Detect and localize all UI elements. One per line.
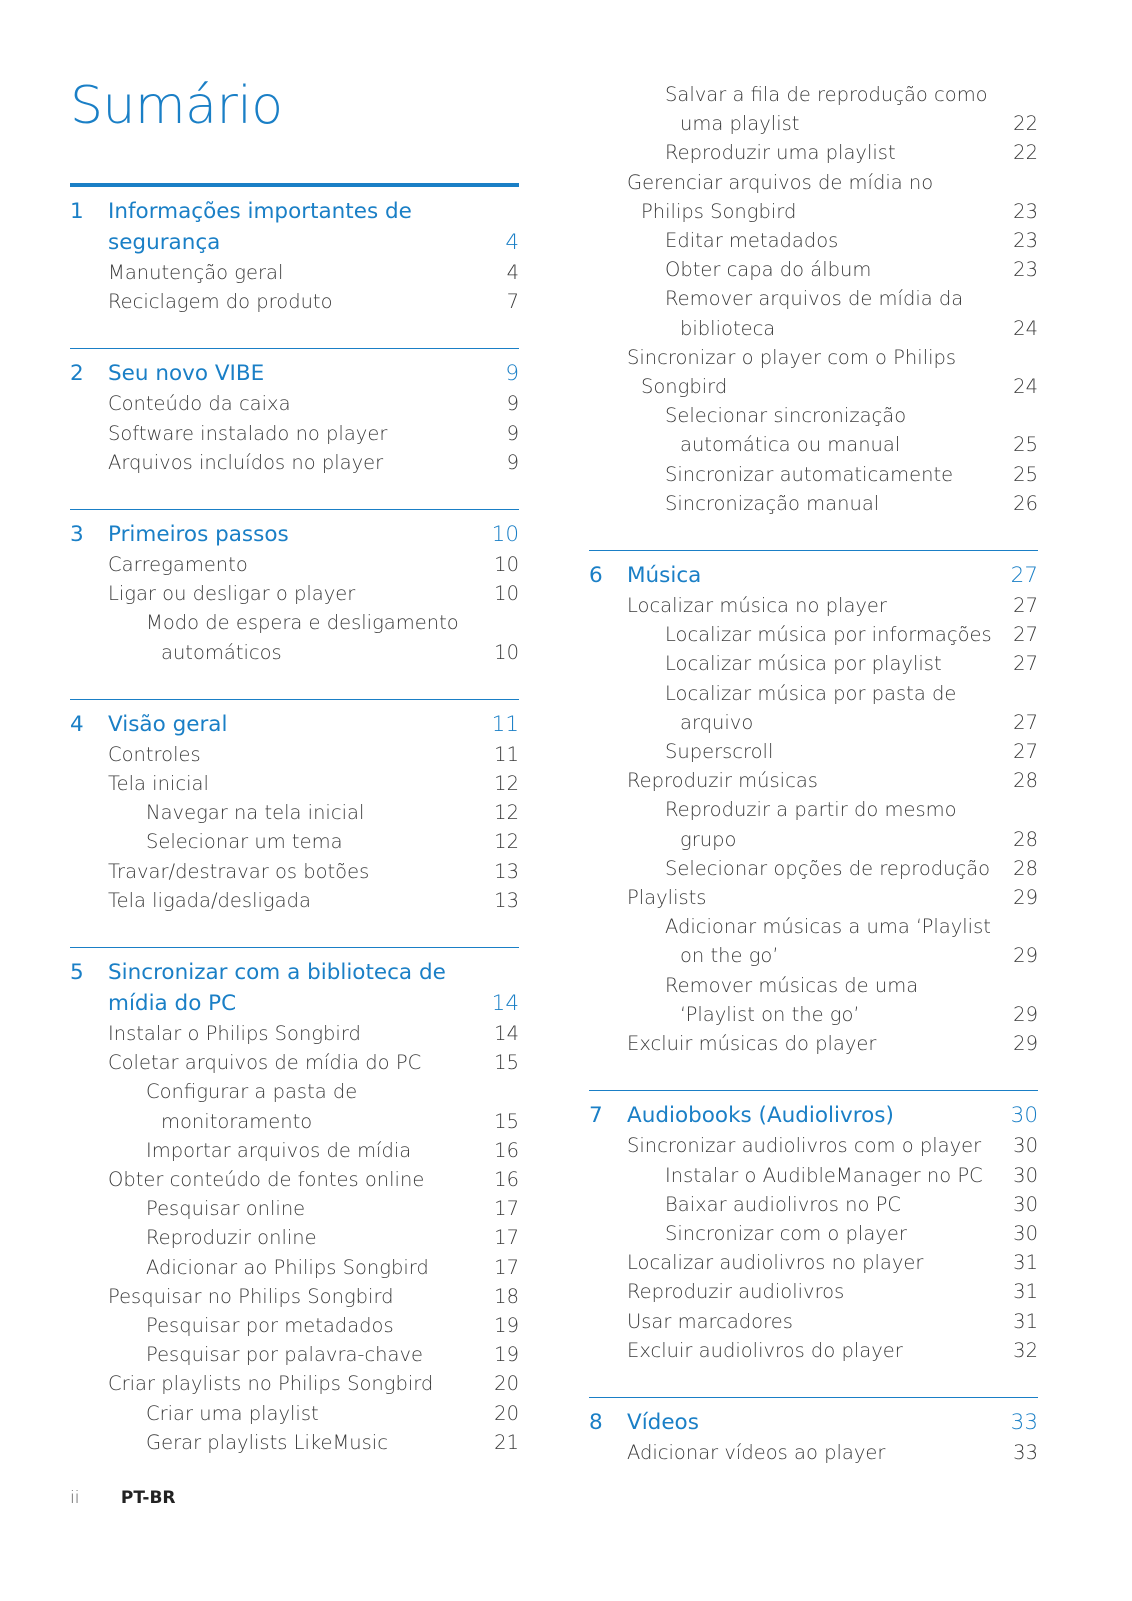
toc-entry-page: 17 bbox=[494, 1197, 519, 1221]
toc-entry-page: 27 bbox=[1013, 740, 1038, 764]
toc-entry[interactable] bbox=[589, 1277, 1038, 1306]
toc-entry-title: Obter capa do álbum bbox=[665, 258, 872, 282]
toc-entry[interactable] bbox=[70, 258, 519, 287]
toc-subentry[interactable] bbox=[70, 1223, 519, 1252]
toc-entry-title: Playlists bbox=[627, 886, 707, 910]
toc-entry-page: 18 bbox=[494, 1284, 519, 1308]
toc-subentry[interactable] bbox=[70, 1194, 519, 1223]
toc-entry-title: Adicionar ao Philips Songbird bbox=[146, 1255, 429, 1279]
toc-subentry[interactable] bbox=[589, 401, 1038, 459]
toc-entry-page: 23 bbox=[1013, 199, 1038, 223]
toc-entry-title: Localizar música no player bbox=[627, 594, 887, 618]
toc-entry-title: Conteúdo da caixa bbox=[108, 392, 291, 416]
chapter-title: Audiobooks (Audiolivros) bbox=[627, 1103, 894, 1129]
toc-chapter-heading[interactable] bbox=[589, 1407, 1038, 1438]
toc-subentry[interactable] bbox=[70, 1311, 519, 1340]
toc-entry-page: 33 bbox=[1013, 1440, 1038, 1464]
toc-subentry[interactable] bbox=[70, 798, 519, 827]
chapter-page: 27 bbox=[1010, 563, 1038, 589]
page-title: Sumário bbox=[70, 76, 283, 136]
chapter-number: 4 bbox=[70, 711, 84, 737]
toc-section-4 bbox=[70, 699, 519, 915]
toc-entry-page: 22 bbox=[1013, 112, 1038, 136]
toc-entry-title: Adicionar vídeos ao player bbox=[627, 1440, 886, 1464]
toc-subentry[interactable] bbox=[589, 620, 1038, 649]
toc-entry-title: Carregamento bbox=[108, 553, 248, 577]
toc-entry-page: 17 bbox=[494, 1226, 519, 1250]
toc-entry-title: Localizar música por informações bbox=[665, 623, 992, 647]
toc-entry-page: 13 bbox=[494, 888, 519, 912]
toc-entry-title: Usar marcadores bbox=[627, 1309, 793, 1333]
toc-entry-page: 9 bbox=[506, 450, 519, 474]
toc-entry-page: 27 bbox=[1013, 652, 1038, 676]
chapter-page: 33 bbox=[1010, 1409, 1038, 1435]
toc-entry[interactable] bbox=[589, 1248, 1038, 1277]
toc-subentry[interactable] bbox=[589, 1219, 1038, 1248]
toc-entry[interactable] bbox=[589, 1131, 1038, 1160]
toc-entry[interactable] bbox=[70, 1369, 519, 1398]
toc-entry-title: Criar uma playlist bbox=[146, 1401, 319, 1425]
toc-subentry[interactable] bbox=[589, 226, 1038, 255]
toc-entry-title: Gerar playlists LikeMusic bbox=[146, 1430, 388, 1454]
toc-entry-title: Sincronizar o player com o Philips Songbird bbox=[627, 345, 957, 399]
toc-entry-page: 20 bbox=[494, 1372, 519, 1396]
toc-subentry[interactable] bbox=[589, 80, 1038, 138]
toc-subentry[interactable] bbox=[70, 1428, 519, 1457]
toc-entry-page: 16 bbox=[494, 1168, 519, 1192]
toc-entry-page: 27 bbox=[1013, 710, 1038, 734]
footer-page-number: ii bbox=[70, 1488, 80, 1508]
toc-entry-title: Localizar música por playlist bbox=[665, 652, 942, 676]
toc-entry-page: 24 bbox=[1013, 375, 1038, 399]
toc-entry-title: Sincronizar audiolivros com o player bbox=[627, 1134, 982, 1158]
toc-entry-page: 23 bbox=[1013, 258, 1038, 282]
toc-entry[interactable] bbox=[70, 419, 519, 448]
toc-entry-page: 30 bbox=[1013, 1192, 1038, 1216]
toc-subentry[interactable] bbox=[589, 737, 1038, 766]
toc-entry-page: 29 bbox=[1013, 1002, 1038, 1026]
toc-entry-title: Modo de espera e desligamento automáticos bbox=[146, 611, 459, 664]
toc-entry[interactable] bbox=[70, 579, 519, 608]
toc-entry[interactable] bbox=[70, 1019, 519, 1048]
toc-chapter-heading[interactable] bbox=[70, 957, 519, 1019]
toc-entry[interactable] bbox=[70, 1048, 519, 1077]
toc-entry[interactable] bbox=[589, 766, 1038, 795]
toc-entry-title: Software instalado no player bbox=[108, 421, 388, 445]
toc-entry-page: 13 bbox=[494, 859, 519, 883]
toc-entry-page: 14 bbox=[494, 1022, 519, 1046]
toc-entry-title: Localizar audiolivros no player bbox=[627, 1251, 924, 1275]
toc-entry-page: 12 bbox=[494, 801, 519, 825]
toc-entry-page: 31 bbox=[1013, 1309, 1038, 1333]
chapter-title: Primeiros passos bbox=[108, 522, 289, 548]
toc-entry-page: 25 bbox=[1013, 462, 1038, 486]
toc-entry-title: Salvar a fila de reprodução como uma playlist bbox=[665, 83, 988, 136]
toc-entry-page: 26 bbox=[1013, 491, 1038, 515]
toc-section-7 bbox=[589, 1090, 1038, 1365]
toc-entry-title: Adicionar músicas a uma ‘Playlist on the go’ bbox=[665, 915, 991, 968]
toc-entry-title: Tela ligada/desligada bbox=[108, 888, 311, 912]
toc-entry-page: 29 bbox=[1013, 886, 1038, 910]
chapter-page: 14 bbox=[491, 991, 519, 1017]
toc-subentry[interactable] bbox=[70, 1136, 519, 1165]
toc-section-1 bbox=[70, 183, 519, 316]
toc-entry[interactable] bbox=[70, 389, 519, 418]
toc-entry[interactable] bbox=[589, 1336, 1038, 1365]
toc-entry-page: 9 bbox=[506, 421, 519, 445]
toc-entry-title: Configurar a pasta de monitoramento bbox=[146, 1080, 358, 1133]
toc-entry-page: 19 bbox=[494, 1343, 519, 1367]
toc-entry-page: 25 bbox=[1013, 433, 1038, 457]
toc-entry-title: Superscroll bbox=[665, 740, 774, 764]
toc-entry-title: Navegar na tela inicial bbox=[146, 801, 365, 825]
toc-entry-title: Sincronizar automaticamente bbox=[665, 462, 954, 486]
chapter-number: 3 bbox=[70, 522, 84, 548]
toc-entry-title: Excluir músicas do player bbox=[627, 1032, 877, 1056]
toc-chapter-heading[interactable] bbox=[589, 1100, 1038, 1131]
toc-section-3 bbox=[70, 509, 519, 667]
toc-entry-page: 19 bbox=[494, 1314, 519, 1338]
toc-entry-title: Travar/destravar os botões bbox=[108, 859, 370, 883]
chapter-page: 10 bbox=[491, 522, 519, 548]
toc-entry[interactable] bbox=[70, 448, 519, 477]
toc-entry-page: 27 bbox=[1013, 623, 1038, 647]
toc-subentry[interactable] bbox=[70, 1253, 519, 1282]
toc-section-5 bbox=[70, 947, 519, 1457]
toc-entry-title: Reproduzir audiolivros bbox=[627, 1280, 845, 1304]
toc-entry-page: 29 bbox=[1013, 1032, 1038, 1056]
toc-subentry[interactable] bbox=[70, 1340, 519, 1369]
toc-entry-page: 15 bbox=[494, 1109, 519, 1133]
toc-chapter-heading[interactable] bbox=[589, 560, 1038, 591]
toc-entry-page: 28 bbox=[1013, 769, 1038, 793]
toc-subentry[interactable] bbox=[70, 1399, 519, 1428]
toc-entry-title: Gerenciar arquivos de mídia no Philips Songbird bbox=[627, 170, 934, 223]
toc-entry-title: Arquivos incluídos no player bbox=[108, 450, 384, 474]
toc-entry-title: Tela inicial bbox=[108, 772, 209, 796]
toc-entry-title: Reproduzir a partir do mesmo grupo bbox=[665, 798, 957, 851]
toc-entry-title: Sincronização manual bbox=[665, 491, 880, 515]
chapter-number: 8 bbox=[589, 1409, 603, 1435]
toc-entry-title: Baixar audiolivros no PC bbox=[665, 1192, 901, 1216]
toc-entry-page: 12 bbox=[494, 772, 519, 796]
toc-entry[interactable] bbox=[70, 886, 519, 915]
toc-entry-page: 29 bbox=[1013, 944, 1038, 968]
toc-entry-title: Pesquisar por metadados bbox=[146, 1314, 394, 1338]
toc-entry-page: 20 bbox=[494, 1401, 519, 1425]
toc-entry[interactable] bbox=[70, 287, 519, 316]
toc-section-8 bbox=[589, 1397, 1038, 1467]
toc-entry-page: 31 bbox=[1013, 1251, 1038, 1275]
toc-entry-title: Coletar arquivos de mídia do PC bbox=[108, 1051, 422, 1075]
toc-entry-page: 17 bbox=[494, 1255, 519, 1279]
toc-entry-title: Instalar o AudibleManager no PC bbox=[665, 1163, 983, 1187]
toc-entry-title: Pesquisar online bbox=[146, 1197, 306, 1221]
toc-entry-title: Instalar o Philips Songbird bbox=[108, 1022, 361, 1046]
toc-entry-page: 4 bbox=[506, 261, 519, 284]
toc-entry[interactable] bbox=[589, 1438, 1038, 1467]
toc-entry-title: Remover arquivos de mídia da biblioteca bbox=[665, 287, 964, 340]
toc-subentry[interactable] bbox=[589, 971, 1038, 1029]
toc-section-2 bbox=[70, 348, 519, 477]
toc-entry-page: 32 bbox=[1013, 1338, 1038, 1362]
toc-entry-title: Importar arquivos de mídia bbox=[146, 1138, 412, 1162]
toc-entry[interactable] bbox=[70, 550, 519, 579]
toc-subentry[interactable] bbox=[589, 489, 1038, 518]
toc-entry[interactable] bbox=[70, 1165, 519, 1194]
toc-entry-page: 21 bbox=[494, 1430, 519, 1454]
toc-entry[interactable] bbox=[589, 1307, 1038, 1336]
toc-entry-title: Controles bbox=[108, 742, 201, 766]
toc-entry-title: Reproduzir online bbox=[146, 1226, 317, 1250]
chapter-title: Visão geral bbox=[108, 711, 228, 737]
toc-subentry[interactable] bbox=[589, 679, 1038, 737]
chapter-number: 2 bbox=[70, 361, 84, 387]
toc-entry[interactable] bbox=[70, 769, 519, 798]
toc-entry-page: 24 bbox=[1013, 316, 1038, 340]
toc-entry-title: Criar playlists no Philips Songbird bbox=[108, 1372, 434, 1396]
toc-subentry[interactable] bbox=[589, 795, 1038, 853]
toc-entry[interactable] bbox=[70, 857, 519, 886]
chapter-title: Sincronizar com a biblioteca de mídia do PC bbox=[108, 960, 446, 1017]
toc-entry[interactable] bbox=[589, 883, 1038, 912]
toc-subentry[interactable] bbox=[589, 255, 1038, 284]
toc-chapter-heading[interactable] bbox=[70, 709, 519, 740]
chapter-title: Vídeos bbox=[627, 1409, 699, 1435]
toc-subentry[interactable] bbox=[589, 1161, 1038, 1190]
toc-entry-page: 7 bbox=[506, 290, 519, 314]
toc-entry-title: Reciclagem do produto bbox=[108, 290, 333, 314]
toc-subentry[interactable] bbox=[589, 1190, 1038, 1219]
chapter-title: Informações importantes de segurança bbox=[108, 199, 412, 255]
toc-entry[interactable] bbox=[70, 1282, 519, 1311]
toc-entry[interactable] bbox=[589, 1029, 1038, 1058]
toc-subentry[interactable] bbox=[589, 460, 1038, 489]
toc-entry[interactable] bbox=[70, 740, 519, 769]
toc-entry-title: Ligar ou desligar o player bbox=[108, 582, 356, 606]
toc-entry-page: 30 bbox=[1013, 1221, 1038, 1245]
toc-entry-page: 15 bbox=[494, 1051, 519, 1075]
toc-entry-page: 9 bbox=[506, 392, 519, 416]
toc-entry-page: 30 bbox=[1013, 1134, 1038, 1158]
chapter-number: 1 bbox=[70, 199, 84, 224]
toc-entry-page: 10 bbox=[494, 582, 519, 606]
toc-section-5-continued bbox=[589, 80, 1038, 518]
toc-entry-title: Obter conteúdo de fontes online bbox=[108, 1168, 425, 1192]
toc-entry[interactable] bbox=[589, 343, 1038, 401]
toc-entry-title: Selecionar opções de reprodução bbox=[665, 856, 991, 880]
toc-subentry[interactable] bbox=[70, 608, 519, 666]
toc-entry-page: 31 bbox=[1013, 1280, 1038, 1304]
chapter-page: 30 bbox=[1010, 1103, 1038, 1129]
chapter-page: 4 bbox=[505, 230, 519, 255]
toc-subentry[interactable] bbox=[70, 1077, 519, 1135]
toc-entry-title: Sincronizar com o player bbox=[665, 1221, 907, 1245]
toc-entry-page: 16 bbox=[494, 1138, 519, 1162]
toc-entry-title: Selecionar sincronização automática ou manual bbox=[665, 404, 907, 457]
chapter-number: 5 bbox=[70, 960, 84, 986]
toc-section-6 bbox=[589, 550, 1038, 1058]
toc-subentry[interactable] bbox=[589, 854, 1038, 883]
toc-subentry[interactable] bbox=[70, 827, 519, 856]
toc-entry-title: Pesquisar no Philips Songbird bbox=[108, 1284, 394, 1308]
toc-entry-title: Remover músicas de uma ‘Playlist on the go’ bbox=[665, 973, 919, 1026]
toc-subentry[interactable] bbox=[589, 649, 1038, 678]
toc-entry-page: 10 bbox=[494, 640, 519, 664]
footer-language: PT-BR bbox=[120, 1488, 176, 1508]
chapter-number: 6 bbox=[589, 563, 603, 589]
toc-entry-page: 22 bbox=[1013, 141, 1038, 165]
chapter-title: Seu novo VIBE bbox=[108, 361, 265, 387]
toc-chapter-heading[interactable] bbox=[70, 519, 519, 550]
toc-subentry[interactable] bbox=[589, 912, 1038, 970]
toc-entry-page: 23 bbox=[1013, 229, 1038, 253]
chapter-page: 11 bbox=[491, 711, 519, 737]
toc-entry-title: Reproduzir uma playlist bbox=[665, 141, 896, 165]
toc-entry[interactable] bbox=[589, 168, 1038, 226]
toc-entry-title: Excluir audiolivros do player bbox=[627, 1338, 903, 1362]
toc-entry[interactable] bbox=[589, 591, 1038, 620]
toc-entry-page: 28 bbox=[1013, 856, 1038, 880]
toc-entry-title: Pesquisar por palavra-chave bbox=[146, 1343, 424, 1367]
toc-entry-page: 12 bbox=[494, 830, 519, 854]
toc-entry-title: Reproduzir músicas bbox=[627, 769, 818, 793]
toc-entry-page: 11 bbox=[494, 742, 519, 766]
toc-entry-page: 30 bbox=[1013, 1163, 1038, 1187]
toc-chapter-heading[interactable] bbox=[70, 358, 519, 389]
chapter-number: 7 bbox=[589, 1103, 603, 1129]
toc-entry-page: 28 bbox=[1013, 827, 1038, 851]
toc-column-left bbox=[70, 183, 519, 1489]
toc-chapter-heading[interactable] bbox=[70, 196, 519, 258]
toc-subentry[interactable] bbox=[589, 138, 1038, 167]
page-footer bbox=[70, 1488, 176, 1508]
chapter-page: 9 bbox=[505, 361, 519, 387]
toc-entry-page: 10 bbox=[494, 553, 519, 577]
chapter-title: Música bbox=[627, 563, 702, 589]
toc-column-right bbox=[589, 80, 1038, 1499]
toc-entry-title: Selecionar um tema bbox=[146, 830, 343, 854]
toc-entry-title: Editar metadados bbox=[665, 229, 839, 253]
toc-subentry[interactable] bbox=[589, 284, 1038, 342]
toc-entry-title: Localizar música por pasta de arquivo bbox=[665, 681, 957, 734]
toc-entry-page: 27 bbox=[1013, 594, 1038, 618]
toc-entry-title: Manutenção geral bbox=[108, 261, 284, 284]
